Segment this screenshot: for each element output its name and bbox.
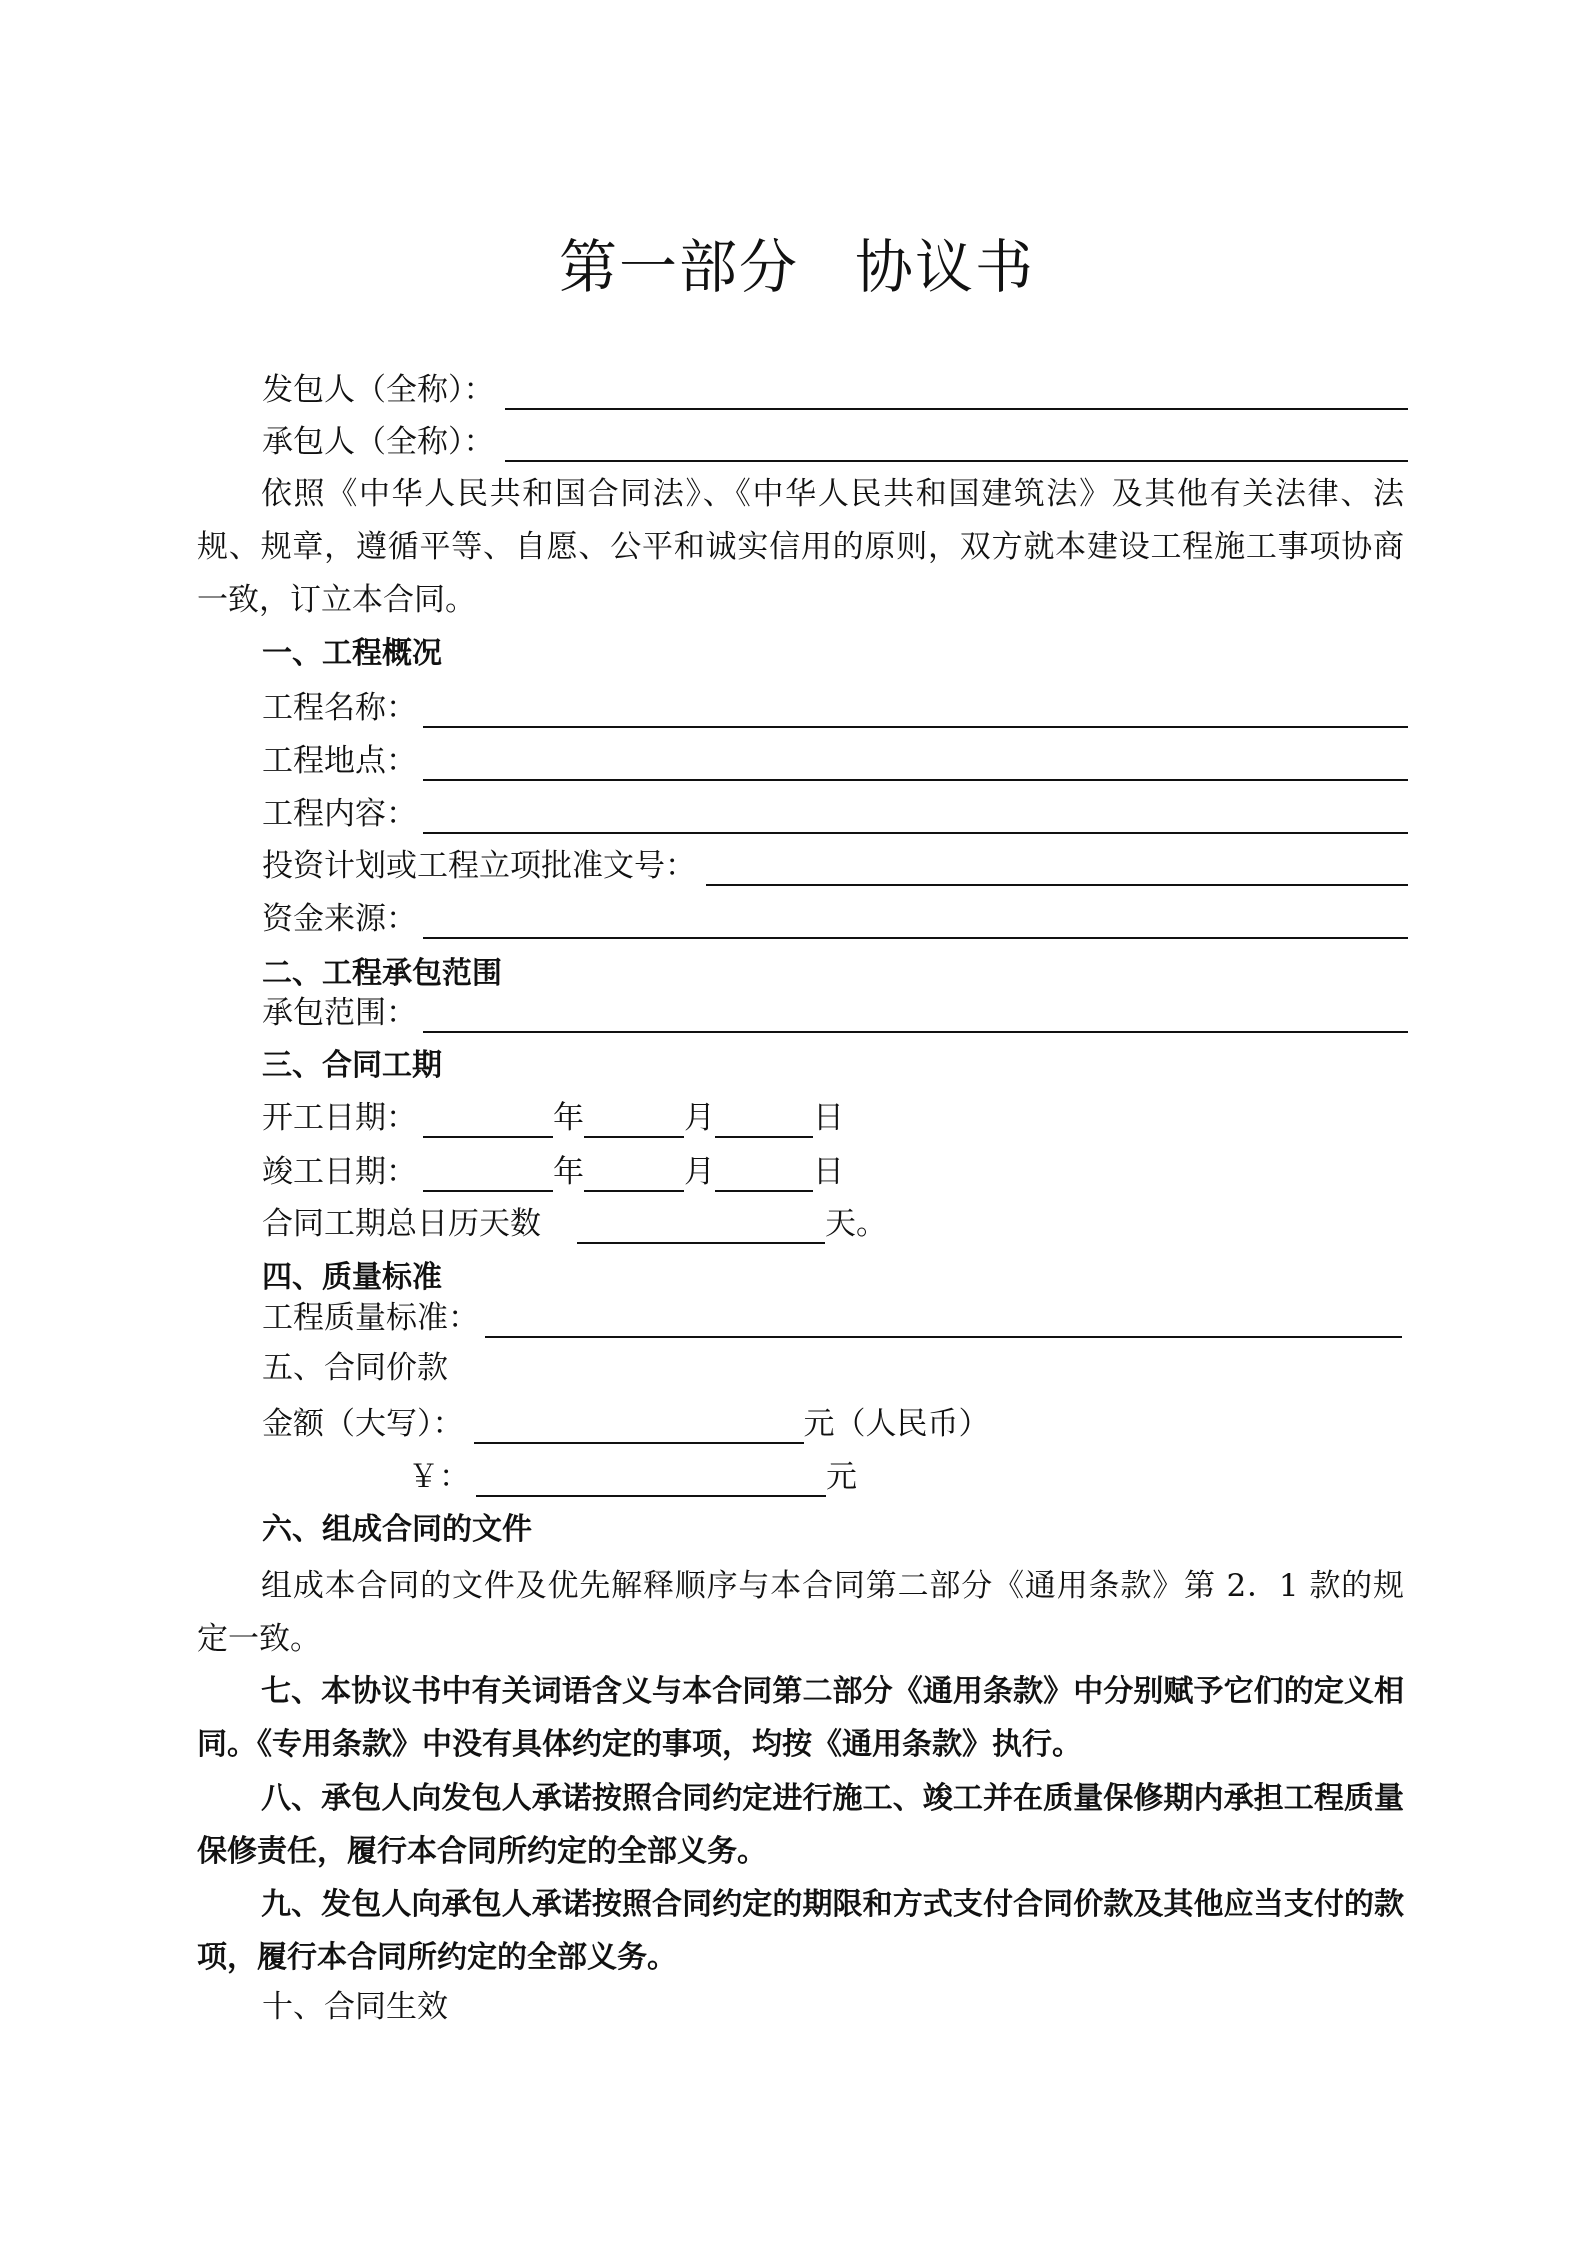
project-content-field[interactable]: [423, 796, 1408, 834]
project-content-row: [262, 790, 1408, 834]
finish-date-label: 竣工日期：: [262, 1154, 417, 1190]
section8-text: 八、承包人向发包人承诺按照合同约定进行施工、竣工并在质量保修期内承担工程质量保修责任，履行本合同所约定的全部义务。: [197, 1781, 1404, 1869]
project-content-label: 工程内容：: [262, 796, 417, 832]
fund-source-field[interactable]: [423, 901, 1408, 939]
total-days-label: 合同工期总日历天数: [262, 1206, 541, 1242]
project-name-label: 工程名称：: [262, 690, 417, 726]
fund-source-row: [262, 895, 1408, 939]
project-location-label: 工程地点：: [262, 743, 417, 779]
section7-text: 七、本协议书中有关词语含义与本合同第二部分《通用条款》中分别赋予它们的定义相同。《专用条款》中没有具体约定的事项，均按《通用条款》执行。: [197, 1674, 1404, 1762]
finish-year-field[interactable]: [423, 1154, 553, 1192]
scope-row: [262, 989, 1408, 1033]
title-name: 协议书: [855, 233, 1036, 301]
start-date-row: [262, 1094, 844, 1138]
total-days-field[interactable]: [577, 1206, 825, 1244]
total-days-unit: 天。: [825, 1206, 887, 1242]
amount-figures-label: ￥：: [408, 1459, 470, 1495]
start-year-unit: 年: [553, 1100, 584, 1136]
finish-day-field[interactable]: [715, 1154, 813, 1192]
fund-source-label: 资金来源：: [262, 901, 417, 937]
section2-heading: 二、工程承包范围: [262, 956, 502, 991]
amount-figures-field[interactable]: [476, 1459, 826, 1497]
section6-heading: 六、组成合同的文件: [262, 1512, 532, 1547]
start-date-label: 开工日期：: [262, 1100, 417, 1136]
section1-heading: 一、工程概况: [262, 636, 442, 671]
finish-date-row: [262, 1148, 844, 1192]
approval-no-field[interactable]: [706, 848, 1408, 886]
section6-text: 组成本合同的文件及优先解释顺序与本合同第二部分《通用条款》第 2．1 款的规定一致。: [197, 1568, 1404, 1657]
page-title: [0, 232, 1594, 302]
start-month-unit: 月: [684, 1100, 715, 1136]
start-day-field[interactable]: [715, 1100, 813, 1138]
finish-month-unit: 月: [684, 1154, 715, 1190]
project-name-row: [262, 684, 1408, 728]
approval-no-label: 投资计划或工程立项批准文号：: [262, 848, 696, 884]
section4-heading: 四、质量标准: [262, 1260, 442, 1295]
title-part: 第一部分: [558, 233, 799, 301]
total-days-row: [262, 1200, 887, 1244]
contractor-label: 承包人（全称）：: [262, 424, 495, 460]
section9-text: 九、发包人向承包人承诺按照合同约定的期限和方式支付合同价款及其他应当支付的款项，履行本合同所约定的全部义务。: [197, 1887, 1404, 1975]
contractor-row: [262, 418, 1408, 462]
amount-figures-row: [408, 1453, 857, 1497]
amount-words-field[interactable]: [474, 1406, 804, 1444]
amount-words-row: [262, 1400, 990, 1444]
start-day-unit: 日: [813, 1100, 844, 1136]
scope-label: 承包范围：: [262, 995, 417, 1031]
approval-no-row: [262, 842, 1408, 886]
employer-label: 发包人（全称）：: [262, 372, 495, 408]
contractor-field[interactable]: [505, 424, 1409, 462]
preamble: 依照《中华人民共和国合同法》、《中华人民共和国建筑法》及其他有关法律、法规、规章，遵循平等、自愿、公平和诚实信用的原则，双方就本建设工程施工事项协商一致，订立本合同。: [197, 476, 1404, 618]
employer-row: [262, 366, 1408, 410]
finish-month-field[interactable]: [584, 1154, 684, 1192]
amount-words-label: 金额（大写）：: [262, 1406, 464, 1442]
amount-figures-unit: 元: [826, 1459, 857, 1495]
start-month-field[interactable]: [584, 1100, 684, 1138]
section5-heading: 五、合同价款: [262, 1350, 448, 1386]
employer-field[interactable]: [505, 372, 1409, 410]
finish-year-unit: 年: [553, 1154, 584, 1190]
quality-row: [262, 1294, 1402, 1338]
project-location-field[interactable]: [423, 743, 1408, 781]
section10-heading: 十、合同生效: [262, 1989, 448, 2025]
quality-field[interactable]: [485, 1300, 1402, 1338]
finish-day-unit: 日: [813, 1154, 844, 1190]
section3-heading: 三、合同工期: [262, 1048, 442, 1083]
amount-words-unit: 元（人民币）: [803, 1406, 990, 1442]
project-location-row: [262, 737, 1408, 781]
project-name-field[interactable]: [423, 690, 1408, 728]
quality-label: 工程质量标准：: [262, 1300, 479, 1336]
scope-field[interactable]: [423, 995, 1408, 1033]
start-year-field[interactable]: [423, 1100, 553, 1138]
